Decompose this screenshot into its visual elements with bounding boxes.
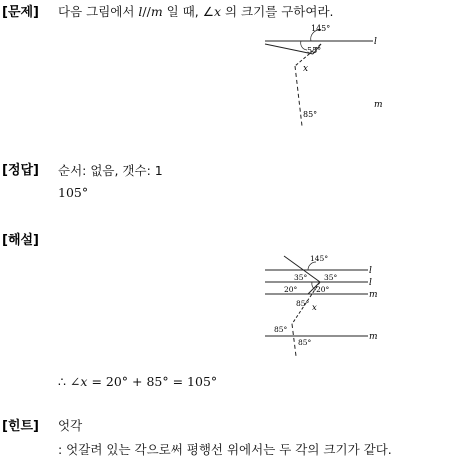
segment-to-m [295,66,302,126]
problem-figure [255,18,395,130]
explanation-formula [58,374,217,389]
hint-term: 엇각 [58,418,83,433]
problem-parallel: // [142,4,151,19]
ex-segment-bottom [292,324,296,356]
answer-line1: 순서: 없음, 갯수: 1 [58,163,163,178]
explanation-figure [258,252,383,357]
problem-text-before: 다음 그림에서 [58,4,139,19]
problem-text-after: 의 크기를 구하여라. [221,4,334,19]
ex-label-m2: m [369,332,378,342]
ex-label-m1: m [369,290,378,300]
hint-description: : 엇갈려 있는 각으로써 평행선 위에서는 두 각의 크기가 같다. [58,442,392,457]
hint-tag: [힌트] [2,419,39,434]
ex-label-l2: l [369,278,372,288]
answer-value: 105° [58,185,89,200]
formula-therefore: ∴ ∠ [58,374,81,389]
label-55: 55° [307,46,322,55]
ex-label-x: x [312,303,317,313]
problem-tag: [문제] [2,5,39,20]
ex-label-l1: l [369,266,372,276]
ex-label-85a: 85° [296,299,310,308]
problem-var-x: x [213,4,222,19]
ex-label-85b: 85° [274,325,288,334]
label-145: 145° [311,24,331,33]
ex-label-20b: 20° [316,285,330,294]
formula-var-x: x [80,374,88,389]
ex-label-85c: 85° [298,338,312,347]
ex-label-35b: 35° [324,273,338,282]
ex-label-20a: 20° [284,285,298,294]
formula-rest: = 20° + 85° = 105° [87,374,218,389]
explanation-tag: [해설] [2,233,39,248]
transversal-upper [265,44,313,54]
ex-arc-145 [308,262,316,270]
problem-text-middle: 일 때, ∠ [162,4,214,19]
label-m: m [374,100,383,110]
problem-var-l: l [138,4,143,19]
ex-label-145: 145° [310,254,329,263]
label-85: 85° [303,110,318,119]
label-l: l [374,37,377,47]
ex-label-35a: 35° [294,273,308,282]
answer-tag: [정답] [2,163,39,178]
problem-var-m: m [150,4,163,19]
label-x: x [303,64,309,74]
